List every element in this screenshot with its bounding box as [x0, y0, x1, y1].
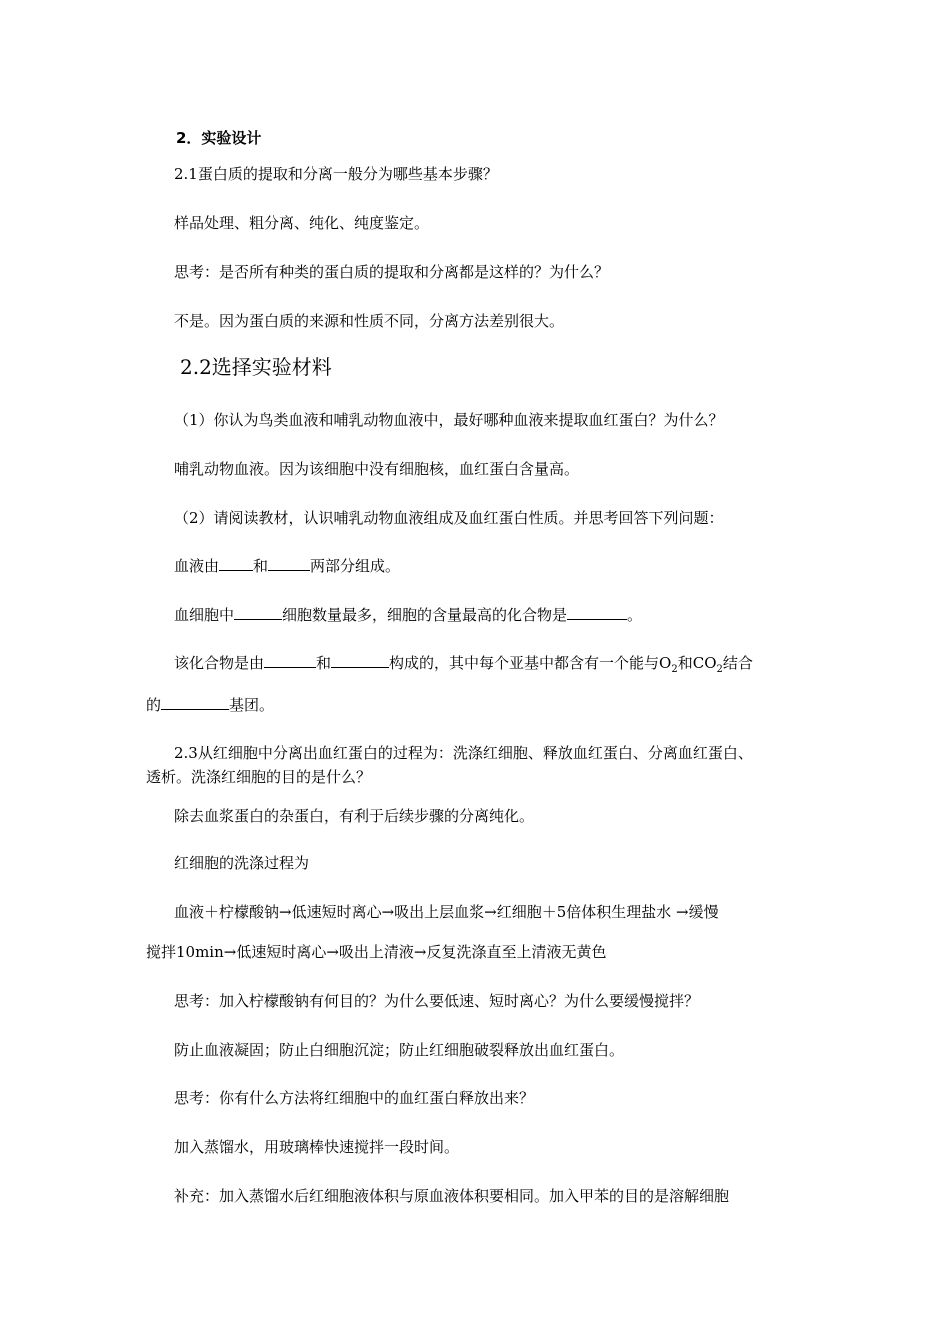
- question-2-2-2: （2）请阅读教材，认识哺乳动物血液组成及血红蛋白性质。并思考回答下列问题：: [174, 509, 724, 527]
- question-2-1: 2.1蛋白质的提取和分离一般分为哪些基本步骤？: [174, 165, 498, 183]
- think-question-2: 思考：加入柠檬酸钠有何目的？为什么要低速、短时离心？为什么要缓慢搅拌？: [174, 992, 700, 1010]
- blank[interactable]: [567, 605, 627, 620]
- blank[interactable]: [331, 653, 389, 668]
- think-answer-2: 防止血液凝固；防止白细胞沉淀；防止红细胞破裂释放出血红蛋白。: [174, 1041, 625, 1059]
- paragraph-2-3-line-1: 2.3从红细胞中分离出血红蛋白的过程为：洗涤红细胞、释放血红蛋白、分离血红蛋白、: [174, 744, 753, 762]
- fill-blank-1: 血液由 和 两部分组成。: [174, 557, 401, 575]
- answer-2-2-1: 哺乳动物血液。因为该细胞中没有细胞核，血红蛋白含量高。: [174, 460, 580, 478]
- question-2-2-1: （1）你认为鸟类血液和哺乳动物血液中，最好哪种血液来提取血红蛋白？为什么？: [174, 411, 724, 429]
- answer-2-3: 除去血浆蛋白的杂蛋白，有利于后续步骤的分离纯化。: [174, 807, 535, 825]
- answer-2-1: 样品处理、粗分离、纯化、纯度鉴定。: [174, 214, 430, 232]
- think-answer-1: 不是。因为蛋白质的来源和性质不同，分离方法差别很大。: [174, 312, 565, 330]
- paragraph-2-3-line-2: 透析。洗涤红细胞的目的是什么？: [146, 768, 372, 786]
- think-question-3: 思考：你有什么方法将红细胞中的血红蛋白释放出来？: [174, 1089, 535, 1107]
- think-answer-3: 加入蒸馏水，用玻璃棒快速搅拌一段时间。: [174, 1138, 460, 1156]
- blank[interactable]: [268, 556, 310, 571]
- section-title: 2．实验设计: [176, 129, 262, 147]
- think-question-1: 思考：是否所有种类的蛋白质的提取和分离都是这样的？为什么？: [174, 263, 610, 281]
- blank[interactable]: [264, 653, 316, 668]
- blank[interactable]: [161, 695, 229, 710]
- supplement-note: 补充：加入蒸馏水后红细胞液体积与原血液体积要相同。加入甲苯的目的是溶解细胞: [174, 1187, 730, 1205]
- fill-blank-3: 该化合物是由 和 构成的，其中每个亚基中都含有一个能与$O_2$和$CO_2$结合: [174, 654, 753, 675]
- wash-process-line-2: 搅拌10min→低速短时离心→吸出上清液→反复洗涤直至上清液无黄色: [146, 943, 607, 961]
- blank[interactable]: [234, 605, 282, 620]
- wash-process-title: 红细胞的洗涤过程为: [174, 854, 310, 872]
- wash-process-line-1: 血液＋柠檬酸钠→低速短时离心→吸出上层血浆→红细胞＋5倍体积生理盐水 →缓慢: [174, 903, 719, 921]
- fill-blank-3-continued: 的 基团。: [146, 696, 275, 714]
- blank[interactable]: [219, 556, 253, 571]
- heading-2-2: 2.2选择实验材料: [180, 355, 332, 379]
- fill-blank-2: 血细胞中 细胞数量最多，细胞的含量最高的化合物是 。: [174, 606, 643, 624]
